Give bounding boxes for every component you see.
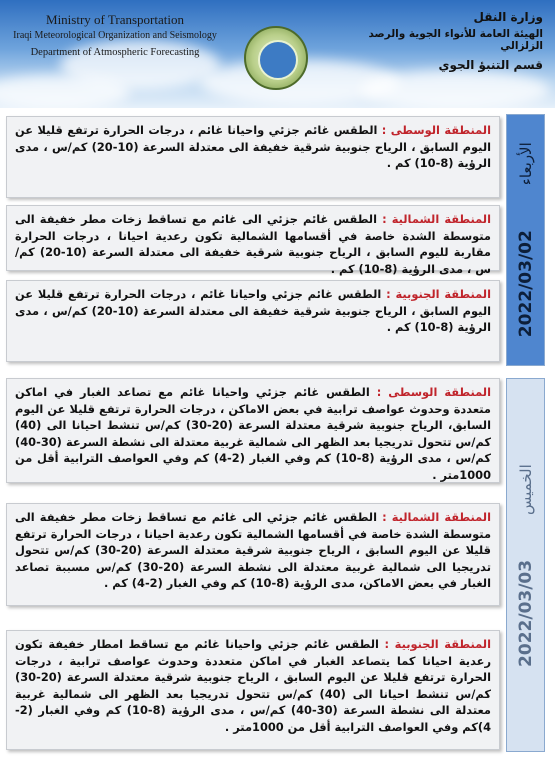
ar-organization: الهيئة العامة للأنواء الجوية والرصد الزلزالي — [368, 28, 543, 52]
en-department: Department of Atmospheric Forecasting — [30, 47, 200, 58]
organization-logo-icon — [244, 26, 308, 90]
day-name: الأربعاء — [516, 142, 535, 186]
header-banner — [0, 0, 555, 108]
arabic-header — [333, 10, 543, 72]
forecast-date: 2022/03/02 — [515, 230, 536, 338]
region-name: المنطقة الوسطى : — [376, 385, 491, 399]
region-north-day2 — [6, 503, 500, 606]
region-forecast-text: الطقس غائم جزئي واحيانا غائم مع تساقط امطار خفيفة تكون رعدية احيانا كما يتصاعد الغبار في اماكن متعددة وحدوث عواصف ترابية ، درجات الحرارة ترتفع قليلا عن اليوم السابق ، الرياح جنوبية شرقية معتدلة السرعة (20-30) كم/س تنشط احيانا الى (40) كم/س تتحول تدريجيا بعد الظهر الى شمالية غربية معتدلة الى نشطة السرعة (30-40) كم/س ، مدى الرؤية (8-10) كم وفي الغبار (2-4)كم وفي العواصف الترابية أقل من 1000متر . — [15, 637, 491, 734]
region-name: المنطقة الشمالية : — [382, 212, 491, 226]
day-band-wednesday — [506, 114, 545, 366]
region-name: المنطقة الجنوبية : — [386, 287, 491, 301]
day-name: الخميس — [516, 463, 535, 515]
day-band-thursday — [506, 378, 545, 752]
region-name: المنطقة الوسطى : — [381, 123, 491, 137]
region-central-day1 — [6, 116, 500, 198]
en-organization: Iraqi Meteorological Organization and Seismology — [13, 30, 217, 41]
region-name: المنطقة الشمالية : — [382, 510, 491, 524]
ar-department: قسم التنبؤ الجوي — [438, 58, 543, 72]
region-forecast-text: الطقس غائم جزئي الى غائم مع تساقط زخات مطر خفيفة الى متوسطة الشدة خاصة في أقسامها الشمالية تكون رعدية احيانا ، درجات الحرارة مقاربة لليوم السابق ، الرياح جنوبية شرقية خفيفة الى معتدلة السرعة (10-20) كم/س ، مدى الرؤية (8-10) كم . — [15, 212, 491, 276]
region-north-day1 — [6, 205, 500, 276]
region-south-day2 — [6, 630, 500, 750]
region-forecast-text: الطقس غائم جزئي واحيانا غائم مع تصاعد الغبار في اماكن متعددة وحدوث عواصف ترابية في بعض الاماكن ، درجات الحرارة ترتفع قليلا عن اليوم السابق، الرياح جنوبية شرقية معتدلة السرعة (20-30) كم/س تنشط احيانا الى (40) كم/س تتحول تدريجيا بعد الظهر الى شمالية غربية معتدلة الى نشطة السرعة (30-40) كم/س ، مدى الرؤية (8-10) كم وفي الغبار (2-4) كم وفي العواصف الترابية أقل من 1000متر . — [15, 385, 491, 482]
region-south-day1 — [6, 280, 500, 362]
region-name: المنطقة الجنوبية : — [384, 637, 491, 651]
forecast-date: 2022/03/03 — [515, 559, 536, 667]
region-central-day2 — [6, 378, 500, 483]
ar-ministry: وزارة النقل — [473, 10, 543, 24]
region-forecast-text: الطقس غائم جزئي واحيانا غائم ، درجات الحرارة ترتفع قليلا عن اليوم السابق ، الرياح جنوبية شرقية خفيفة الى معتدلة السرعة (10-20) كم/س ، مدى الرؤية (8-10) كم . — [15, 123, 492, 170]
region-forecast-text: الطقس غائم جزئي واحيانا غائم ، درجات الحرارة ترتفع قليلا عن اليوم السابق ، الرياح جنوبية شرقية خفيفة الى معتدلة السرعة (10-20) كم/س ، مدى الرؤية (8-10) كم . — [15, 287, 492, 334]
region-forecast-text: الطقس غائم جزئي الى غائم مع تساقط زخات مطر خفيفة الى متوسطة الشدة خاصة في أقسامها الشمالية تكون رعدية احيانا ، درجات الحرارة ترتفع قليلا عن اليوم السابق ، الرياح جنوبية شرقية معتدلة السرعة (20-30) كم/س تتحول تدريجيا الى شمالية غربية معتدلة الى نشطة السرعة (20-30) كم/س مسببة تصاعد الغبار في بعض الاماكن، مدى الرؤية (8-10) كم وفي الغبار (2-4) كم . — [15, 510, 492, 590]
en-ministry: Ministry of Transportation — [46, 12, 184, 27]
english-header — [10, 12, 220, 58]
